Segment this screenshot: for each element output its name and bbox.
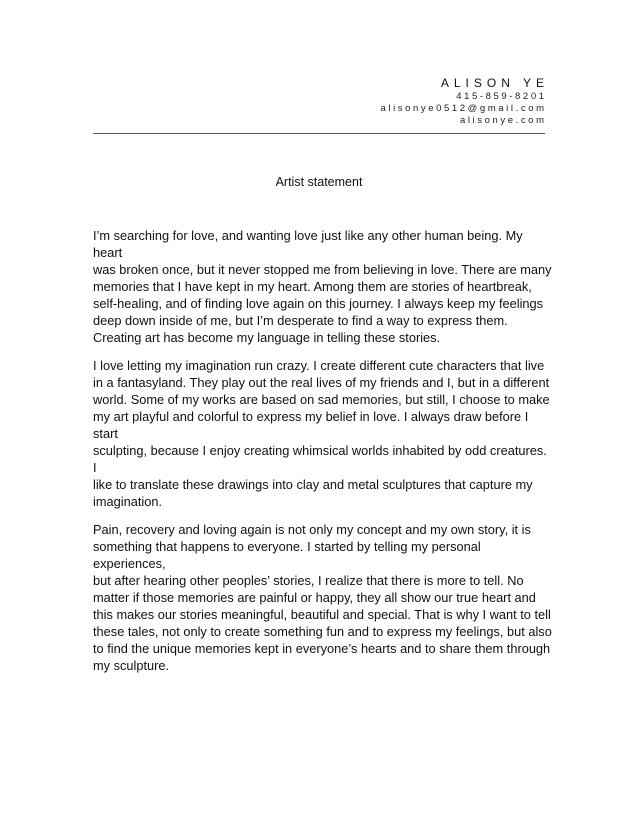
- author-name: ALISON YE: [440, 76, 549, 90]
- paragraph: I love letting my imagination run crazy. I create different cute characters that live in a fantasyland. They play out the real lives of my friends and I, but in a different world. Some of my works are based on sad memories, but still, I choose to make my art playful and colorful to express my belief in love. I always draw before I start sculpting, because I enjoy creating whimsical worlds inhabited by odd creatures. I like to translate these drawings into clay and metal sculptures that capture my imagination.: [93, 358, 550, 509]
- header-divider: [93, 133, 545, 134]
- phone-number: 415-859-8201: [456, 91, 547, 102]
- paragraph: I’m searching for love, and wanting love just like any other human being. My heart was broken once, but it never stopped me from believing in love. There are many memories that I have kept in my heart. Among them are stories of heartbreak, self-healing, and of finding love again on this journey. I always keep my feelings deep down inside of me, but I’m desperate to find a way to express them. Creating art has become my language in telling these stories.: [93, 228, 552, 345]
- paragraph: Pain, recovery and loving again is not only my concept and my own story, it is something that happens to everyone. I started by telling my personal experiences, but after hearing other peoples’ stories, I realize that there is more to tell. No matter if those memories are painful or happy, they all show our true heart and this makes our stories meaningful, beautiful and special. That is why I want to tell these tales, not only to create something fun and to express my feelings, but also to find the unique memories kept in everyone’s hearts and to share them through my sculpture.: [93, 522, 552, 673]
- document-title: Artist statement: [275, 175, 363, 189]
- statement-body: [93, 227, 553, 685]
- email-address: alisonye0512@gmail.com: [380, 103, 547, 114]
- website: alisonye.com: [459, 115, 547, 126]
- letterhead: [380, 76, 549, 127]
